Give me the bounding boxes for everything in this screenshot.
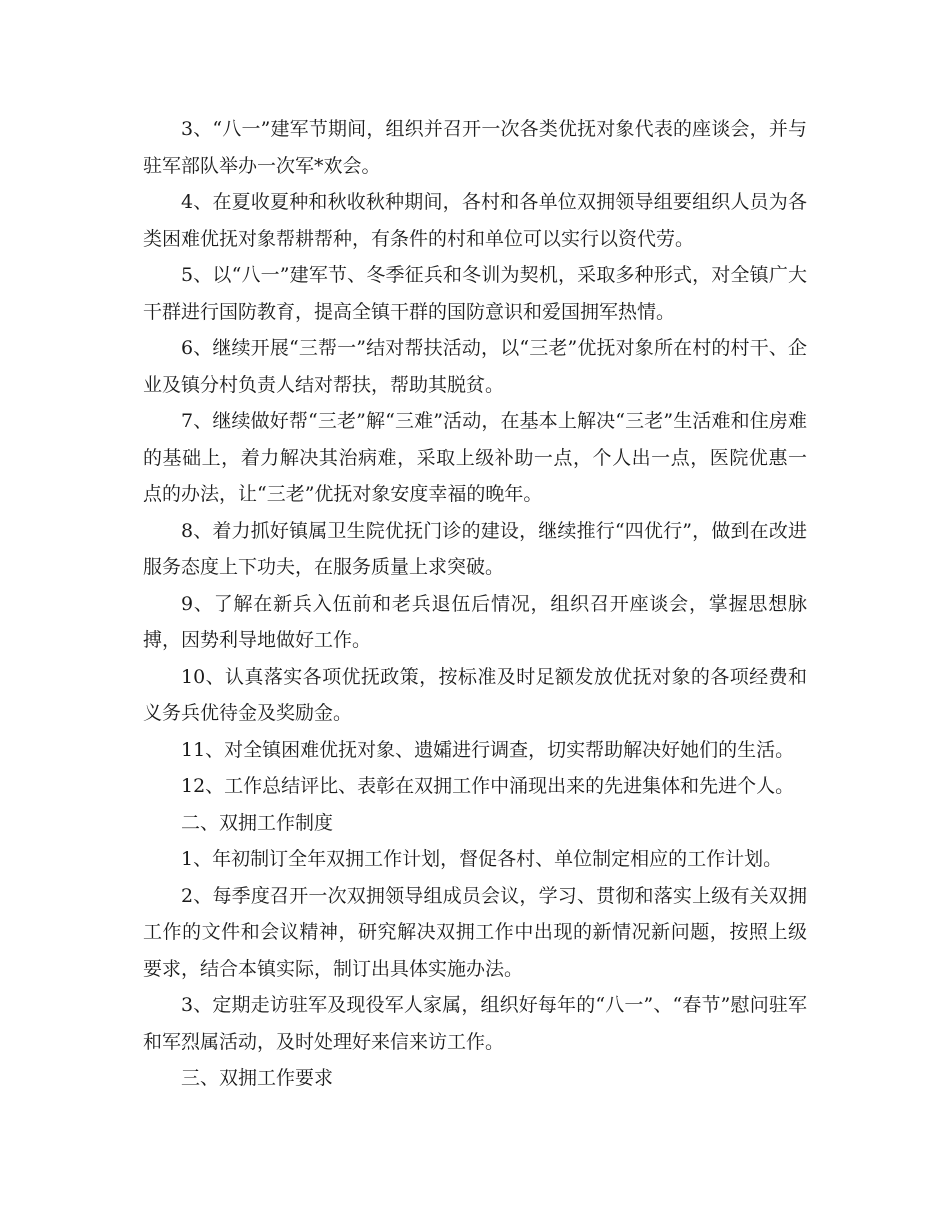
paragraph-item-12: 12、工作总结评比、表彰在双拥工作中涌现出来的先进集体和先进个人。 bbox=[181, 775, 795, 797]
paragraph-item-7: 7、继续做好帮“三老”解“三难”活动，在基本上解决“三老”生活难和住房难的基础上，着力解决其治病难，采取上级补助一点，个人出一点，医院优惠一点的办法，让“三老”优抚对象安度幸福的晚年。 bbox=[143, 410, 807, 505]
document-body bbox=[143, 111, 807, 1097]
rule-item-1: 1、年初制订全年双拥工作计划，督促各村、单位制定相应的工作计划。 bbox=[181, 848, 783, 870]
rule-item-2: 2、每季度召开一次双拥领导组成员会议，学习、贯彻和落实上级有关双拥工作的文件和会议精神，研究解决双拥工作中出现的新情况新问题，按照上级要求，结合本镇实际，制订出具体实施办法。 bbox=[143, 884, 807, 980]
paragraph-item-10: 10、认真落实各项优抚政策，按标准及时足额发放优抚对象的各项经费和义务兵优待金及奖励金。 bbox=[143, 665, 807, 724]
paragraph-item-8: 8、着力抓好镇属卫生院优抚门诊的建设，继续推行“四优行”，做到在改进服务态度上下功夫，在服务质量上求突破。 bbox=[143, 519, 807, 578]
paragraph-item-6: 6、继续开展“三帮一”结对帮扶活动，以“三老”优抚对象所在村的村干、企业及镇分村负责人结对帮扶，帮助其脱贫。 bbox=[143, 337, 807, 396]
section-heading-3: 三、双拥工作要求 bbox=[181, 1067, 334, 1089]
paragraph-item-4: 4、在夏收夏种和秋收秋种期间，各村和各单位双拥领导组要组织人员为各类困难优抚对象帮耕帮种，有条件的村和单位可以实行以资代劳。 bbox=[143, 191, 807, 250]
paragraph-item-9: 9、了解在新兵入伍前和老兵退伍后情况，组织召开座谈会，掌握思想脉搏，因势利导地做好工作。 bbox=[143, 592, 807, 651]
section-heading-2: 二、双拥工作制度 bbox=[181, 811, 334, 834]
paragraph-item-3: 3、“八一”建军节期间，组织并召开一次各类优抚对象代表的座谈会，并与驻军部队举办一次军*欢会。 bbox=[143, 118, 807, 177]
paragraph-item-5: 5、以“八一”建军节、冬季征兵和冬训为契机，采取多种形式，对全镇广大干群进行国防教育，提高全镇干群的国防意识和爱国拥军热情。 bbox=[143, 264, 807, 323]
rule-item-3: 3、定期走访驻军及现役军人家属，组织好每年的“八一”、“春节”慰问驻军和军烈属活动，及时处理好来信来访工作。 bbox=[143, 994, 807, 1053]
paragraph-item-11: 11、对全镇困难优抚对象、遗孀进行调查，切实帮助解决好她们的生活。 bbox=[181, 738, 795, 761]
